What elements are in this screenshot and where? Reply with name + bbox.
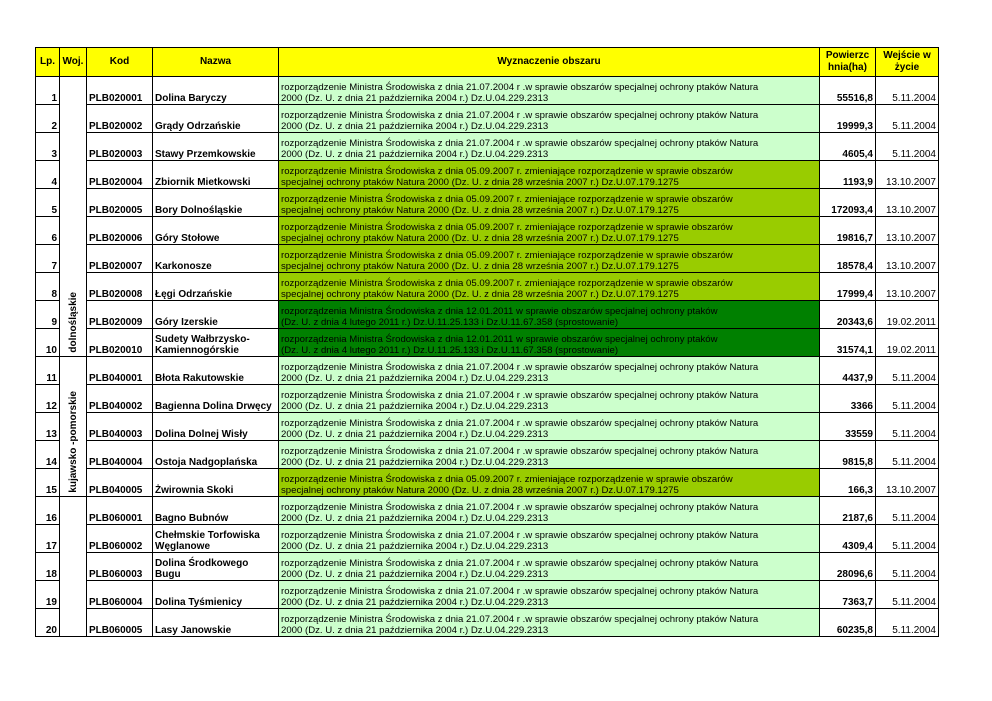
cell-kod: PLB060002 bbox=[87, 525, 153, 553]
cell-lp: 1 bbox=[36, 77, 60, 105]
cell-powierzchnia: 19999,3 bbox=[820, 105, 876, 133]
cell-wyznaczenie bbox=[279, 133, 820, 161]
cell-lp: 9 bbox=[36, 301, 60, 329]
table-row bbox=[36, 581, 939, 609]
cell-wyznaczenie bbox=[279, 273, 820, 301]
cell-powierzchnia: 55516,8 bbox=[820, 77, 876, 105]
cell-kod: PLB060003 bbox=[87, 553, 153, 581]
cell-wejscie: 5.11.2004 bbox=[876, 77, 939, 105]
cell-wejscie: 13.10.2007 bbox=[876, 273, 939, 301]
cell-lp: 6 bbox=[36, 217, 60, 245]
cell-nazwa bbox=[153, 525, 279, 553]
wyznaczenie-line1: rozporządzenie Ministra Środowiska z dnia 05.09.2007 r. zmieniające rozporządzenie w sprawie obszarów bbox=[281, 474, 733, 485]
wyznaczenie-line1: rozporządzenie Ministra Środowiska z dnia 21.07.2004 r .w sprawie obszarów specjalnej ochrony ptaków Natura bbox=[281, 502, 759, 513]
wyznaczenie-line2: specjalnej ochrony ptaków Natura 2000 (Dz. U. z dnia 28 września 2007 r.) Dz.U.07.179.1275 bbox=[281, 485, 679, 496]
cell-wyznaczenie bbox=[279, 609, 820, 637]
cell-wyznaczenie bbox=[279, 525, 820, 553]
cell-wyznaczenie bbox=[279, 161, 820, 189]
cell-wyznaczenie bbox=[279, 329, 820, 357]
table-row bbox=[36, 385, 939, 413]
cell-lp: 17 bbox=[36, 525, 60, 553]
header-powierzchnia-line2: hnia(ha) bbox=[828, 62, 867, 73]
natura-2000-table bbox=[35, 47, 939, 637]
cell-kod: PLB040003 bbox=[87, 413, 153, 441]
cell-wyznaczenie bbox=[279, 105, 820, 133]
cell-powierzchnia: 9815,8 bbox=[820, 441, 876, 469]
header-nazwa: Nazwa bbox=[153, 48, 279, 77]
cell-powierzchnia: 2187,6 bbox=[820, 497, 876, 525]
cell-nazwa: Ostoja Nadgoplańska bbox=[153, 441, 279, 469]
cell-nazwa: Bory Dolnośląskie bbox=[153, 189, 279, 217]
cell-wejscie: 13.10.2007 bbox=[876, 217, 939, 245]
wyznaczenie-line2: specjalnej ochrony ptaków Natura 2000 (Dz. U. z dnia 28 września 2007 r.) Dz.U.07.179.1275 bbox=[281, 233, 679, 244]
wyznaczenie-line2: (Dz. U. z dnia 4 lutego 2011 r.) Dz.U.11.25.133 i Dz.U.11.67.358 (sprostowanie) bbox=[281, 317, 619, 328]
cell-kod: PLB020009 bbox=[87, 301, 153, 329]
cell-wejscie: 13.10.2007 bbox=[876, 161, 939, 189]
cell-nazwa: Dolina Baryczy bbox=[153, 77, 279, 105]
cell-wyznaczenie bbox=[279, 77, 820, 105]
wyznaczenie-line2: 2000 (Dz. U. z dnia 21 października 2004 r.) Dz.U.04.229.2313 bbox=[281, 121, 549, 132]
cell-powierzchnia: 18578,4 bbox=[820, 245, 876, 273]
cell-kod: PLB020007 bbox=[87, 245, 153, 273]
cell-wejscie: 5.11.2004 bbox=[876, 497, 939, 525]
cell-lp: 13 bbox=[36, 413, 60, 441]
cell-lp: 19 bbox=[36, 581, 60, 609]
cell-kod: PLB020006 bbox=[87, 217, 153, 245]
cell-wojewodztwo bbox=[60, 497, 87, 637]
cell-powierzchnia: 166,3 bbox=[820, 469, 876, 497]
header-powierzchnia bbox=[820, 48, 876, 77]
cell-lp: 14 bbox=[36, 441, 60, 469]
cell-nazwa: Błota Rakutowskie bbox=[153, 357, 279, 385]
cell-lp: 10 bbox=[36, 329, 60, 357]
cell-wejscie: 5.11.2004 bbox=[876, 357, 939, 385]
cell-powierzchnia: 3366 bbox=[820, 385, 876, 413]
cell-kod: PLB020004 bbox=[87, 161, 153, 189]
wyznaczenie-line2: specjalnej ochrony ptaków Natura 2000 (Dz. U. z dnia 28 września 2007 r.) Dz.U.07.179.1275 bbox=[281, 205, 679, 216]
cell-wejscie: 5.11.2004 bbox=[876, 553, 939, 581]
cell-lp: 4 bbox=[36, 161, 60, 189]
wyznaczenie-line1: rozporządzenia Ministra Środowiska z dnia 12.01.2011 w sprawie obszarów specjalnej ochrony ptaków bbox=[281, 334, 718, 345]
cell-kod: PLB020001 bbox=[87, 77, 153, 105]
nazwa-line1: Sudety Wałbrzysko- bbox=[155, 334, 250, 345]
table-row bbox=[36, 553, 939, 581]
cell-kod: PLB040004 bbox=[87, 441, 153, 469]
wyznaczenie-line2: 2000 (Dz. U. z dnia 21 października 2004 r.) Dz.U.04.229.2313 bbox=[281, 93, 549, 104]
wyznaczenie-line2: specjalnej ochrony ptaków Natura 2000 (Dz. U. z dnia 28 września 2007 r.) Dz.U.07.179.1275 bbox=[281, 261, 679, 272]
cell-powierzchnia: 20343,6 bbox=[820, 301, 876, 329]
wyznaczenie-line1: rozporządzenie Ministra Środowiska z dnia 21.07.2004 r .w sprawie obszarów specjalnej ochrony ptaków Natura bbox=[281, 418, 759, 429]
cell-wejscie: 5.11.2004 bbox=[876, 609, 939, 637]
table-row bbox=[36, 357, 939, 385]
table-row bbox=[36, 189, 939, 217]
wyznaczenie-line1: rozporządzenie Ministra Środowiska z dnia 21.07.2004 r .w sprawie obszarów specjalnej ochrony ptaków Natura bbox=[281, 558, 759, 569]
cell-nazwa: Dolina Dolnej Wisły bbox=[153, 413, 279, 441]
cell-lp: 15 bbox=[36, 469, 60, 497]
cell-wejscie: 5.11.2004 bbox=[876, 133, 939, 161]
cell-nazwa: Bagienna Dolina Drwęcy bbox=[153, 385, 279, 413]
cell-wejscie: 13.10.2007 bbox=[876, 245, 939, 273]
cell-wyznaczenie bbox=[279, 385, 820, 413]
cell-wyznaczenie bbox=[279, 497, 820, 525]
wyznaczenie-line2: 2000 (Dz. U. z dnia 21 października 2004 r.) Dz.U.04.229.2313 bbox=[281, 569, 549, 580]
cell-powierzchnia: 19816,7 bbox=[820, 217, 876, 245]
cell-lp: 3 bbox=[36, 133, 60, 161]
header-kod: Kod bbox=[87, 48, 153, 77]
table-row bbox=[36, 469, 939, 497]
cell-nazwa: Lasy Janowskie bbox=[153, 609, 279, 637]
cell-powierzchnia: 4437,9 bbox=[820, 357, 876, 385]
wyznaczenie-line2: specjalnej ochrony ptaków Natura 2000 (Dz. U. z dnia 28 września 2007 r.) Dz.U.07.179.1275 bbox=[281, 289, 679, 300]
cell-lp: 18 bbox=[36, 553, 60, 581]
table-body bbox=[36, 77, 939, 637]
cell-powierzchnia: 31574,1 bbox=[820, 329, 876, 357]
cell-wojewodztwo bbox=[60, 77, 87, 357]
wyznaczenie-line2: 2000 (Dz. U. z dnia 21 października 2004 r.) Dz.U.04.229.2313 bbox=[281, 401, 549, 412]
cell-wyznaczenie bbox=[279, 553, 820, 581]
cell-kod: PLB020010 bbox=[87, 329, 153, 357]
cell-wejscie: 5.11.2004 bbox=[876, 413, 939, 441]
cell-wyznaczenie bbox=[279, 189, 820, 217]
wyznaczenie-line1: rozporządzenie Ministra Środowiska z dnia 21.07.2004 r .w sprawie obszarów specjalnej ochrony ptaków Natura bbox=[281, 614, 759, 625]
cell-powierzchnia: 1193,9 bbox=[820, 161, 876, 189]
table-row bbox=[36, 105, 939, 133]
wojewodztwo-label: dolnośląskie bbox=[67, 292, 79, 353]
wyznaczenie-line2: 2000 (Dz. U. z dnia 21 października 2004 r.) Dz.U.04.229.2313 bbox=[281, 513, 549, 524]
wyznaczenie-line1: rozporządzenie Ministra Środowiska z dnia 21.07.2004 r .w sprawie obszarów specjalnej ochrony ptaków Natura bbox=[281, 82, 759, 93]
nazwa-line1: Chełmskie Torfowiska bbox=[155, 530, 260, 541]
cell-nazwa: Łęgi Odrzańskie bbox=[153, 273, 279, 301]
table-row bbox=[36, 77, 939, 105]
table-row bbox=[36, 245, 939, 273]
cell-nazwa: Bagno Bubnów bbox=[153, 497, 279, 525]
wyznaczenie-line1: rozporządzenie Ministra Środowiska z dnia 21.07.2004 r .w sprawie obszarów specjalnej ochrony ptaków Natura bbox=[281, 390, 759, 401]
cell-wyznaczenie bbox=[279, 217, 820, 245]
header-wejscie bbox=[876, 48, 939, 77]
cell-lp: 11 bbox=[36, 357, 60, 385]
header-lp: Lp. bbox=[36, 48, 60, 77]
table-row bbox=[36, 329, 939, 357]
header-row bbox=[36, 48, 939, 77]
cell-wyznaczenie bbox=[279, 301, 820, 329]
wyznaczenie-line1: rozporządzenie Ministra Środowiska z dnia 21.07.2004 r .w sprawie obszarów specjalnej ochrony ptaków Natura bbox=[281, 586, 759, 597]
cell-nazwa: Góry Stołowe bbox=[153, 217, 279, 245]
cell-powierzchnia: 28096,6 bbox=[820, 553, 876, 581]
cell-wejscie: 5.11.2004 bbox=[876, 105, 939, 133]
table-row bbox=[36, 609, 939, 637]
table-row bbox=[36, 497, 939, 525]
cell-wejscie: 13.10.2007 bbox=[876, 189, 939, 217]
cell-wejscie: 19.02.2011 bbox=[876, 329, 939, 357]
cell-nazwa: Góry Izerskie bbox=[153, 301, 279, 329]
cell-lp: 5 bbox=[36, 189, 60, 217]
cell-wejscie: 5.11.2004 bbox=[876, 525, 939, 553]
cell-wejscie: 19.02.2011 bbox=[876, 301, 939, 329]
cell-wyznaczenie bbox=[279, 357, 820, 385]
cell-kod: PLB020002 bbox=[87, 105, 153, 133]
wyznaczenie-line2: 2000 (Dz. U. z dnia 21 października 2004 r.) Dz.U.04.229.2313 bbox=[281, 597, 549, 608]
nazwa-line2: Węglanowe bbox=[155, 541, 211, 552]
cell-kod: PLB060001 bbox=[87, 497, 153, 525]
header-woj: Woj. bbox=[60, 48, 87, 77]
table-row bbox=[36, 217, 939, 245]
cell-wyznaczenie bbox=[279, 469, 820, 497]
cell-wyznaczenie bbox=[279, 581, 820, 609]
wojewodztwo-label: kujawsko -pomorskie bbox=[67, 391, 79, 493]
cell-powierzchnia: 4605,4 bbox=[820, 133, 876, 161]
cell-lp: 7 bbox=[36, 245, 60, 273]
cell-powierzchnia: 7363,7 bbox=[820, 581, 876, 609]
table-row bbox=[36, 413, 939, 441]
cell-wejscie: 5.11.2004 bbox=[876, 441, 939, 469]
cell-nazwa: Dolina Środkowego Bugu bbox=[153, 553, 279, 581]
cell-wyznaczenie bbox=[279, 413, 820, 441]
wyznaczenie-line1: rozporządzenie Ministra Środowiska z dnia 05.09.2007 r. zmieniające rozporządzenie w sprawie obszarów bbox=[281, 194, 733, 205]
cell-powierzchnia: 33559 bbox=[820, 413, 876, 441]
wyznaczenie-line1: rozporządzenie Ministra Środowiska z dnia 05.09.2007 r. zmieniające rozporządzenie w sprawie obszarów bbox=[281, 222, 733, 233]
wyznaczenie-line2: 2000 (Dz. U. z dnia 21 października 2004 r.) Dz.U.04.229.2313 bbox=[281, 457, 549, 468]
cell-kod: PLB040005 bbox=[87, 469, 153, 497]
wyznaczenie-line1: rozporządzenie Ministra Środowiska z dnia 21.07.2004 r .w sprawie obszarów specjalnej ochrony ptaków Natura bbox=[281, 110, 759, 121]
wyznaczenie-line2: (Dz. U. z dnia 4 lutego 2011 r.) Dz.U.11.25.133 i Dz.U.11.67.358 (sprostowanie) bbox=[281, 345, 619, 356]
cell-wyznaczenie bbox=[279, 245, 820, 273]
cell-wejscie: 5.11.2004 bbox=[876, 385, 939, 413]
cell-lp: 20 bbox=[36, 609, 60, 637]
cell-lp: 2 bbox=[36, 105, 60, 133]
table-row bbox=[36, 161, 939, 189]
cell-wyznaczenie bbox=[279, 441, 820, 469]
wyznaczenie-line1: rozporządzenie Ministra Środowiska z dnia 21.07.2004 r .w sprawie obszarów specjalnej ochrony ptaków Natura bbox=[281, 138, 759, 149]
cell-powierzchnia: 17999,4 bbox=[820, 273, 876, 301]
cell-nazwa: Karkonosze bbox=[153, 245, 279, 273]
cell-powierzchnia: 60235,8 bbox=[820, 609, 876, 637]
cell-nazwa: Zbiornik Mietkowski bbox=[153, 161, 279, 189]
cell-wojewodztwo bbox=[60, 357, 87, 497]
cell-kod: PLB040001 bbox=[87, 357, 153, 385]
cell-wejscie: 5.11.2004 bbox=[876, 581, 939, 609]
wyznaczenie-line2: 2000 (Dz. U. z dnia 21 października 2004 r.) Dz.U.04.229.2313 bbox=[281, 149, 549, 160]
cell-kod: PLB020003 bbox=[87, 133, 153, 161]
wyznaczenie-line2: 2000 (Dz. U. z dnia 21 października 2004 r.) Dz.U.04.229.2313 bbox=[281, 625, 549, 636]
cell-nazwa bbox=[153, 329, 279, 357]
wyznaczenie-line1: rozporządzenie Ministra Środowiska z dnia 05.09.2007 r. zmieniające rozporządzenie w sprawie obszarów bbox=[281, 278, 733, 289]
wyznaczenie-line1: rozporządzenia Ministra Środowiska z dnia 12.01.2011 w sprawie obszarów specjalnej ochrony ptaków bbox=[281, 306, 718, 317]
cell-powierzchnia: 172093,4 bbox=[820, 189, 876, 217]
table-row bbox=[36, 273, 939, 301]
table-row bbox=[36, 301, 939, 329]
header-wejscie-line1: Wejście w bbox=[883, 50, 931, 61]
cell-lp: 12 bbox=[36, 385, 60, 413]
cell-nazwa: Grądy Odrzańskie bbox=[153, 105, 279, 133]
cell-nazwa: Dolina Tyśmienicy bbox=[153, 581, 279, 609]
header-powierzchnia-line1: Powierzc bbox=[825, 50, 870, 61]
cell-nazwa: Stawy Przemkowskie bbox=[153, 133, 279, 161]
cell-nazwa: Żwirownia Skoki bbox=[153, 469, 279, 497]
cell-powierzchnia: 4309,4 bbox=[820, 525, 876, 553]
wyznaczenie-line2: 2000 (Dz. U. z dnia 21 października 2004 r.) Dz.U.04.229.2313 bbox=[281, 541, 549, 552]
cell-lp: 16 bbox=[36, 497, 60, 525]
table-row bbox=[36, 441, 939, 469]
table-row bbox=[36, 133, 939, 161]
wyznaczenie-line2: 2000 (Dz. U. z dnia 21 października 2004 r.) Dz.U.04.229.2313 bbox=[281, 429, 549, 440]
cell-lp: 8 bbox=[36, 273, 60, 301]
cell-kod: PLB020005 bbox=[87, 189, 153, 217]
wyznaczenie-line2: 2000 (Dz. U. z dnia 21 października 2004 r.) Dz.U.04.229.2313 bbox=[281, 373, 549, 384]
wyznaczenie-line1: rozporządzenie Ministra Środowiska z dnia 21.07.2004 r .w sprawie obszarów specjalnej ochrony ptaków Natura bbox=[281, 530, 759, 541]
wyznaczenie-line2: specjalnej ochrony ptaków Natura 2000 (Dz. U. z dnia 28 września 2007 r.) Dz.U.07.179.1275 bbox=[281, 177, 679, 188]
nazwa-line2: Kamiennogórskie bbox=[155, 345, 239, 356]
header-wyznaczenie: Wyznaczenie obszaru bbox=[279, 48, 820, 77]
wyznaczenie-line1: rozporządzenie Ministra Środowiska z dnia 21.07.2004 r .w sprawie obszarów specjalnej ochrony ptaków Natura bbox=[281, 446, 759, 457]
wyznaczenie-line1: rozporządzenie Ministra Środowiska z dnia 21.07.2004 r .w sprawie obszarów specjalnej ochrony ptaków Natura bbox=[281, 362, 759, 373]
cell-kod: PLB020008 bbox=[87, 273, 153, 301]
table-row bbox=[36, 525, 939, 553]
cell-kod: PLB040002 bbox=[87, 385, 153, 413]
cell-kod: PLB060004 bbox=[87, 581, 153, 609]
wyznaczenie-line1: rozporządzenie Ministra Środowiska z dnia 05.09.2007 r. zmieniające rozporządzenie w sprawie obszarów bbox=[281, 250, 733, 261]
cell-wejscie: 13.10.2007 bbox=[876, 469, 939, 497]
header-wejscie-line2: życie bbox=[894, 62, 920, 73]
wyznaczenie-line1: rozporządzenie Ministra Środowiska z dnia 05.09.2007 r. zmieniające rozporządzenie w sprawie obszarów bbox=[281, 166, 733, 177]
cell-kod: PLB060005 bbox=[87, 609, 153, 637]
